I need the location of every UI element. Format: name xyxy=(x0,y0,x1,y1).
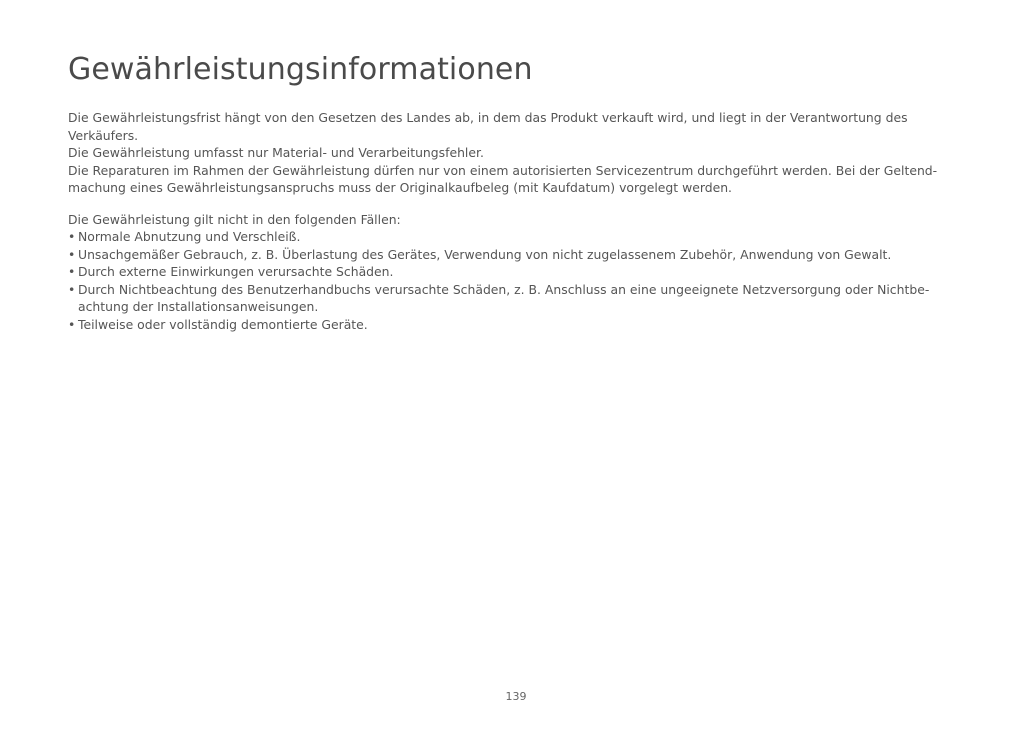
intro-section xyxy=(68,109,968,197)
intro-paragraph-period: Die Gewährleistungsfrist hängt von den Gesetzen des Landes ab, in dem das Produkt verkauft wird, und liegt in der Verantwortung des Verkäufers. xyxy=(68,110,908,143)
list-item xyxy=(68,316,968,334)
bullet-icon: • xyxy=(68,246,76,262)
page-number: 139 xyxy=(505,690,527,703)
exclusions-section xyxy=(68,211,968,334)
list-item xyxy=(68,246,968,264)
exclusions-list xyxy=(68,228,968,333)
list-item-text: Teilweise oder vollständig demontierte Geräte. xyxy=(78,316,368,332)
bullet-icon: • xyxy=(68,281,76,297)
intro-paragraph-coverage: Die Gewährleistung umfasst nur Material- und Verarbeitungsfehler. xyxy=(68,145,484,160)
list-item-text: Normale Abnutzung und Verschleiß. xyxy=(78,229,301,244)
bullet-icon: • xyxy=(68,264,76,279)
page-title: Gewährleistungsinformationen xyxy=(68,52,533,87)
list-item xyxy=(68,281,968,316)
list-item xyxy=(68,228,968,246)
list-item xyxy=(68,263,968,281)
list-item-text: Durch Nichtbeachtung des Benutzerhandbuchs verursachte Schäden, z. B. Anschluss an eine ungeeignete Netzversorgung oder Nichtbe-achtung der Installationsanweisungen. xyxy=(78,281,930,314)
bullet-icon: • xyxy=(68,229,76,244)
list-item-text: Durch externe Einwirkungen verursachte Schäden. xyxy=(78,264,394,279)
bullet-icon: • xyxy=(68,316,76,332)
intro-paragraph-repairs: Die Reparaturen im Rahmen der Gewährleistung dürfen nur von einem autorisierten Servicezentrum durchgeführt werden. Bei der Geltend-machung eines Gewährleistungsanspruchs muss der Originalkaufbeleg (mit Kaufdatum) vorgelegt werden. xyxy=(68,162,938,195)
page-content xyxy=(68,0,968,333)
list-item-text: Unsachgemäßer Gebrauch, z. B. Überlastung des Gerätes, Verwendung von nicht zugelassenem Zubehör, Anwendung von Gewalt. xyxy=(78,246,892,262)
exclusions-heading: Die Gewährleistung gilt nicht in den folgenden Fällen: xyxy=(68,211,401,227)
